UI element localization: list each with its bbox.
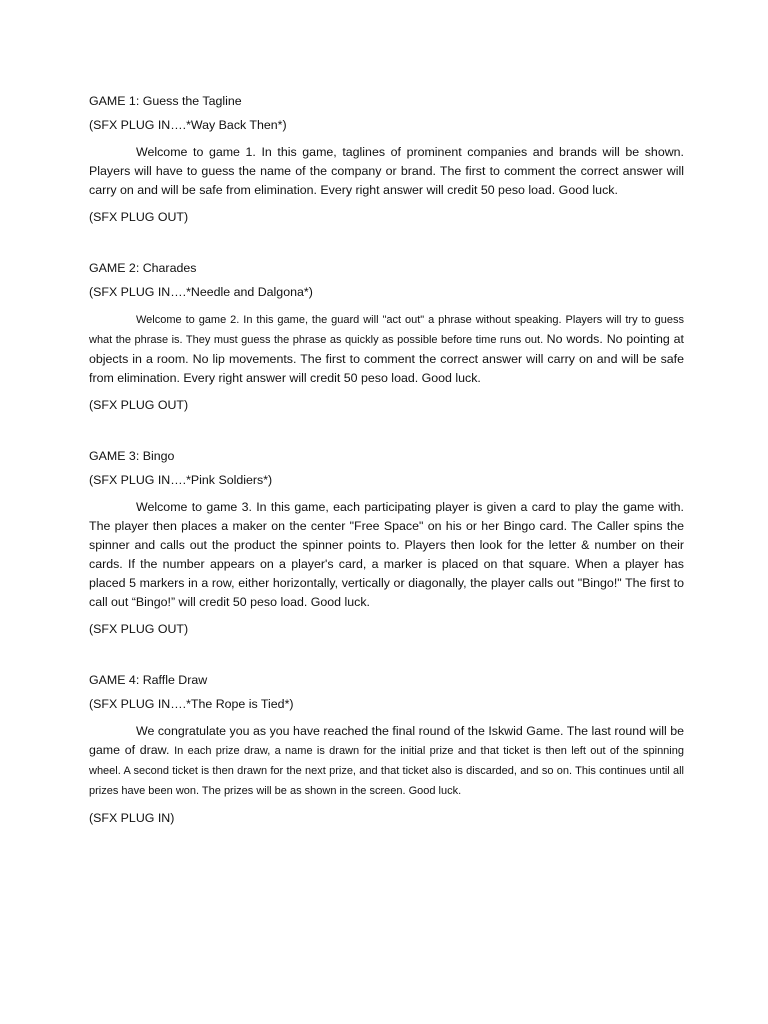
game-3-section bbox=[89, 447, 684, 639]
game-2-sfx-out: (SFX PLUG OUT) bbox=[89, 398, 189, 412]
game-4-description-text: We congratulate you as you have reached the final round of the Iskwid Game. The last round will be game of draw. bbox=[89, 724, 684, 757]
game-4-description-text-small: In each prize draw, a name is drawn for the initial prize and that ticket is then left out of the spinning wheel. A second ticket is then drawn for the next prize, and that ticket also is discarded, and so on. This continues until all prizes have been won. The prizes will be as shown in the screen. Good luck. bbox=[89, 745, 684, 797]
game-1-description-text: Welcome to game 1. In this game, taglines of prominent companies and brands will be shown. Players will have to guess the name of the company or brand. The first to comment the correct answer will carry on and will be safe from elimination. Every right answer will credit 50 peso load. Good luck. bbox=[89, 145, 684, 197]
game-1-section bbox=[89, 92, 684, 227]
game-4-description bbox=[89, 722, 684, 801]
game-1-heading: GAME 1: Guess the Tagline bbox=[89, 94, 242, 108]
game-1-sfx-in: (SFX PLUG IN….*Way Back Then*) bbox=[89, 118, 287, 132]
game-2-section bbox=[89, 259, 684, 415]
game-4-section bbox=[89, 671, 684, 828]
game-2-description bbox=[89, 310, 684, 388]
document-page bbox=[89, 92, 684, 828]
game-1-sfx-out: (SFX PLUG OUT) bbox=[89, 210, 189, 224]
game-2-description-text: No words. No pointing at objects in a room. No lip movements. The first to comment the correct answer will carry on and will be safe from elimination. Every right answer will credit 50 peso load. Good luck. bbox=[89, 332, 684, 385]
game-3-sfx-out: (SFX PLUG OUT) bbox=[89, 622, 189, 636]
game-4-sfx-in: (SFX PLUG IN….*The Rope is Tied*) bbox=[89, 697, 294, 711]
game-2-heading: GAME 2: Charades bbox=[89, 261, 197, 275]
game-4-sfx-out: (SFX PLUG IN) bbox=[89, 811, 175, 825]
game-3-heading: GAME 3: Bingo bbox=[89, 449, 175, 463]
game-2-sfx-in: (SFX PLUG IN….*Needle and Dalgona*) bbox=[89, 285, 313, 299]
game-2-description-text-small: Welcome to game 2. In this game, the guard will "act out" a phrase without speaking. Players will try to guess what the phrase is. They must guess the phrase as quickly as possible before time runs out. bbox=[89, 314, 684, 346]
game-3-sfx-in: (SFX PLUG IN….*Pink Soldiers*) bbox=[89, 473, 273, 487]
game-3-description bbox=[89, 498, 684, 612]
game-4-heading: GAME 4: Raffle Draw bbox=[89, 673, 208, 687]
game-1-description bbox=[89, 143, 684, 200]
game-3-description-text: Welcome to game 3. In this game, each participating player is given a card to play the game with. The player then places a maker on the center "Free Space" on his or her Bingo card. The Caller spins the spinner and calls out the product the spinner points to. Players then look for the letter & number on their cards. If the number appears on a player's card, a marker is placed on that square. When a player has placed 5 markers in a row, either horizontally, vertically or diagonally, the player calls out "Bingo!" The first to call out “Bingo!” will credit 50 peso load. Good luck. bbox=[89, 500, 684, 609]
